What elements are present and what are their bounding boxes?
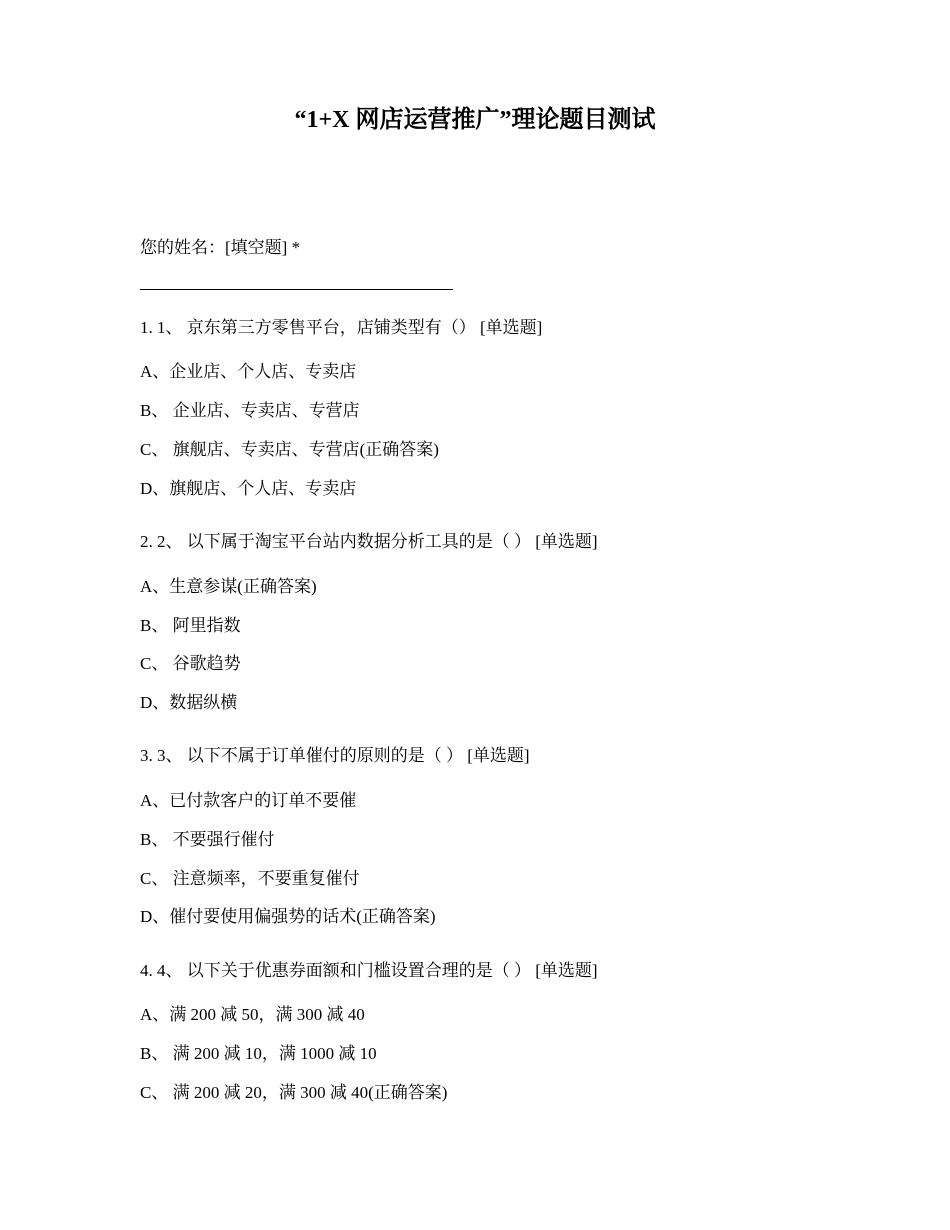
question-2-option-a: A、生意参谋(正确答案) — [140, 577, 317, 596]
name-answer-blank — [140, 289, 453, 290]
question-1-option-b: B、 企业店、专卖店、专营店 — [140, 401, 360, 420]
question-1-option-c: C、 旗舰店、专卖店、专营店(正确答案) — [140, 440, 439, 459]
question-3-option-c: C、 注意频率，不要重复催付 — [140, 869, 360, 888]
question-2-option-c: C、 谷歌趋势 — [140, 654, 241, 673]
question-1-option-d: D、旗舰店、个人店、专卖店 — [140, 479, 357, 498]
question-4-option-b: B、 满 200 减 10，满 1000 减 10 — [140, 1044, 377, 1063]
document-title: “1+X 网店运营推广”理论题目测试 — [294, 107, 656, 133]
question-3-option-b: B、 不要强行催付 — [140, 830, 275, 849]
question-3-stem: 3. 3、 以下不属于订单催付的原则的是（ ） [单选题] — [140, 746, 530, 765]
question-3-option-a: A、已付款客户的订单不要催 — [140, 791, 357, 810]
question-4-stem: 4. 4、 以下关于优惠券面额和门槛设置合理的是（ ） [单选题] — [140, 961, 598, 980]
question-2-option-b: B、 阿里指数 — [140, 616, 241, 635]
question-1-option-a: A、企业店、个人店、专卖店 — [140, 362, 357, 381]
question-2-option-d: D、数据纵横 — [140, 693, 238, 712]
name-question: 您的姓名：[填空题] * — [140, 238, 301, 257]
question-3-option-d: D、催付要使用偏强势的话术(正确答案) — [140, 907, 436, 926]
question-4-option-a: A、满 200 减 50，满 300 减 40 — [140, 1005, 365, 1024]
question-2-stem: 2. 2、 以下属于淘宝平台站内数据分析工具的是（ ） [单选题] — [140, 532, 598, 551]
question-4-option-c: C、 满 200 减 20，满 300 减 40(正确答案) — [140, 1083, 448, 1102]
question-1-stem: 1. 1、 京东第三方零售平台，店铺类型有（） [单选题] — [140, 318, 543, 337]
